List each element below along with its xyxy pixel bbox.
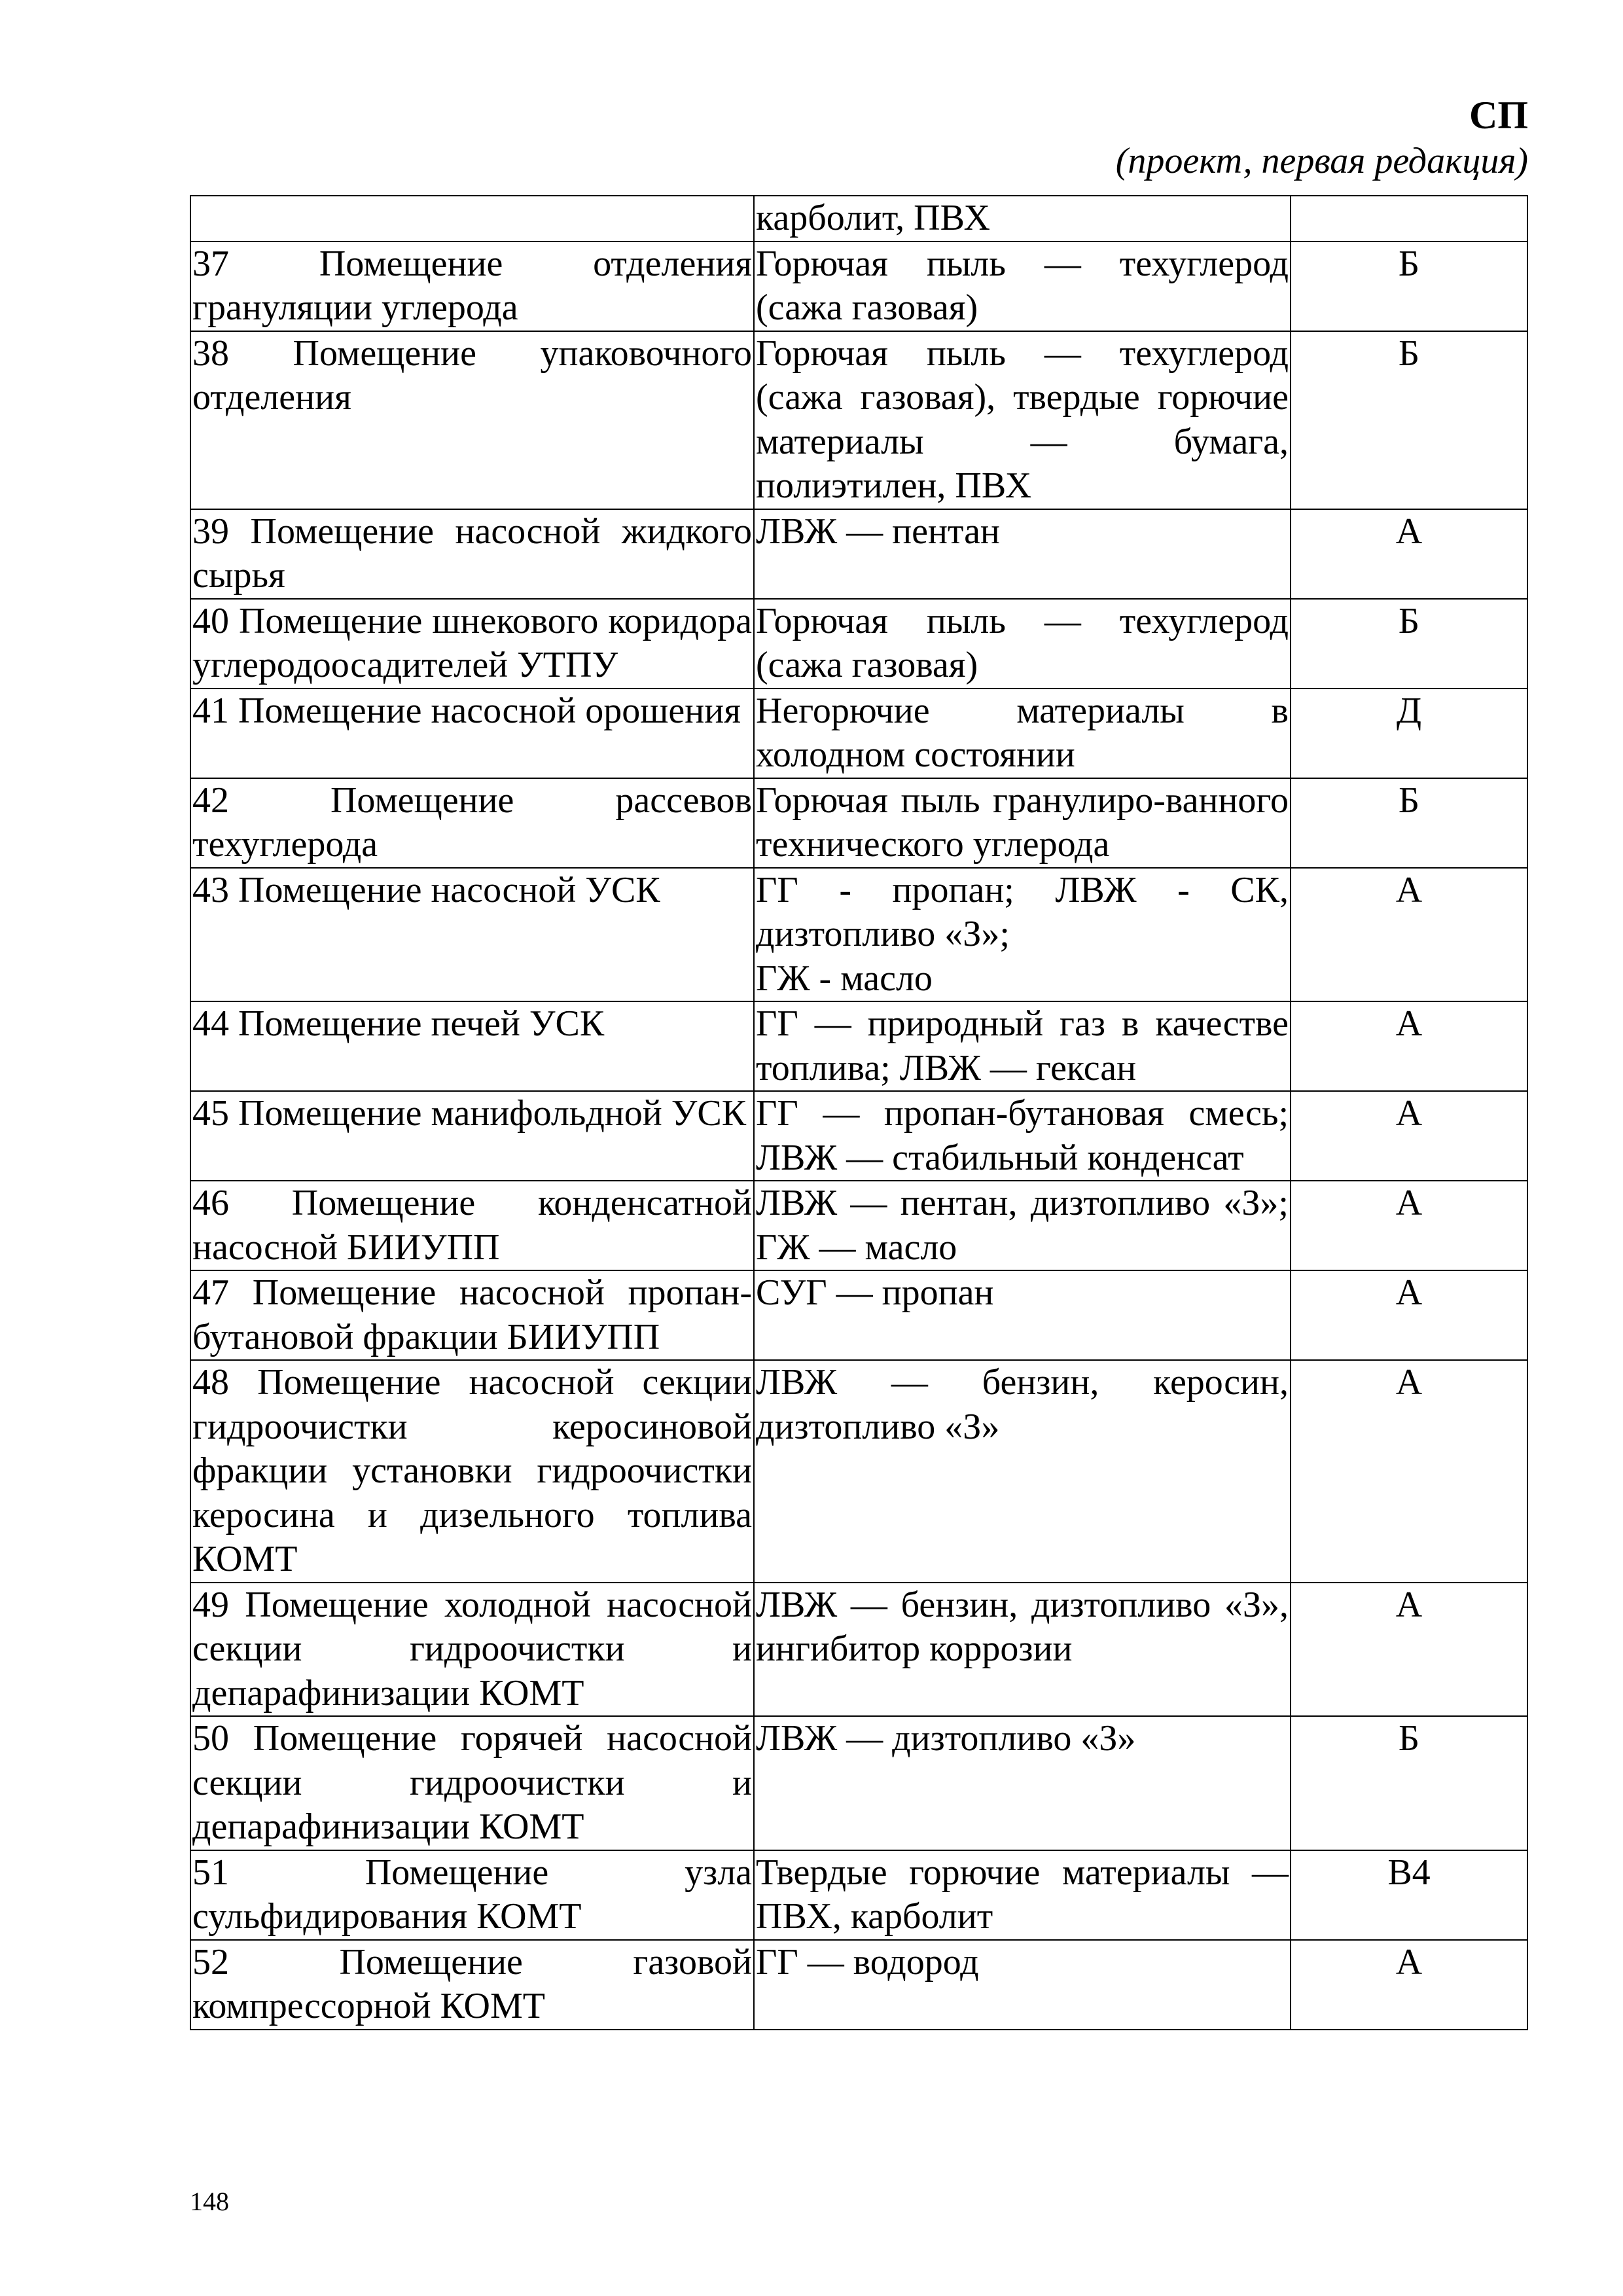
table-body [190,196,1527,2030]
materials-line: ГГ — пропан-бутановая смесь; ЛВЖ — стабильный конденсат [756,1093,1289,1178]
materials-line: Негорючие материалы в холодном состоянии [756,690,1289,775]
materials-cell [754,242,1291,331]
room-cell: 37 Помещение отделения грануляции углерода [190,242,754,331]
category-cell: А [1291,1360,1527,1583]
category-cell: А [1291,1583,1527,1717]
table-row [190,1583,1527,1717]
table-row [190,1360,1527,1583]
materials-line: ЛВЖ — пентан [756,511,1000,552]
table-row [190,1181,1527,1270]
materials-cell [754,689,1291,778]
category-cell: А [1291,1270,1527,1360]
materials-line: ЛВЖ — дизтопливо «З» [756,1718,1136,1759]
table-row [190,1270,1527,1360]
materials-line: ГГ — водород [756,1941,979,1982]
room-cell [190,196,754,242]
room-cell: 45 Помещение манифольдной УСК [190,1091,754,1181]
materials-cell [754,1716,1291,1850]
category-cell: А [1291,1001,1527,1091]
room-cell: 48 Помещение насосной секции гидроочистки керосиновой фракции установки гидроочистки керосина и дизельного топлива КОМТ [190,1360,754,1583]
materials-cell [754,868,1291,1002]
room-cell: 49 Помещение холодной насосной секции гидроочистки и депарафинизации КОМТ [190,1583,754,1717]
category-cell: А [1291,868,1527,1002]
category-cell: Д [1291,689,1527,778]
materials-cell [754,509,1291,599]
document-code: СП [1469,94,1528,137]
room-cell: 42 Помещение рассевов техуглерода [190,778,754,868]
materials-cell [754,1001,1291,1091]
document-edition-note: (проект, первая редакция) [1115,141,1528,181]
category-cell: А [1291,1181,1527,1270]
table-row [190,331,1527,509]
room-cell: 51 Помещение узла сульфидирования КОМТ [190,1850,754,1940]
table-row [190,242,1527,331]
materials-line: ЛВЖ — бензин, керосин, дизтопливо «З» [756,1362,1289,1447]
table-row [190,196,1527,242]
room-cell: 39 Помещение насосной жидкого сырья [190,509,754,599]
materials-line: ЛВЖ — бензин, дизтопливо «З», ингибитор коррозии [756,1584,1289,1669]
materials-cell [754,1360,1291,1583]
category-cell: В4 [1291,1850,1527,1940]
materials-cell [754,599,1291,689]
table-row [190,1940,1527,2030]
materials-line: ЛВЖ — пентан, дизтопливо «З»; ГЖ — масло [756,1183,1289,1268]
table-row [190,868,1527,1002]
materials-line: ГЖ - масло [756,958,933,999]
table-row [190,599,1527,689]
materials-line: ГГ - пропан; ЛВЖ - СК, дизтопливо «З»; [756,869,1289,954]
materials-cell [754,1583,1291,1717]
category-cell: Б [1291,599,1527,689]
materials-line: карболит, ПВХ [756,198,990,238]
page-number: 148 [190,2187,229,2216]
materials-cell [754,331,1291,509]
category-cell: А [1291,1940,1527,2030]
category-cell: А [1291,509,1527,599]
materials-line: ГГ — природный газ в качестве топлива; ЛВЖ — гексан [756,1003,1289,1088]
category-cell [1291,196,1527,242]
materials-cell [754,1850,1291,1940]
room-cell: 47 Помещение насосной пропан-бутановой фракции БИИУПП [190,1270,754,1360]
table-row [190,1001,1527,1091]
category-cell: Б [1291,331,1527,509]
room-cell: 50 Помещение горячей насосной секции гидроочистки и депарафинизации КОМТ [190,1716,754,1850]
materials-line: Твердые горючие материалы — ПВХ, карболит [756,1852,1289,1937]
room-cell: 38 Помещение упаковочного отделения [190,331,754,509]
materials-cell [754,778,1291,868]
room-cell: 41 Помещение насосной орошения [190,689,754,778]
materials-line: Горючая пыль — техуглерод (сажа газовая) [756,600,1289,685]
room-cell: 40 Помещение шнекового коридора углеродоосадителей УТПУ [190,599,754,689]
materials-cell [754,1181,1291,1270]
materials-cell [754,196,1291,242]
materials-cell [754,1091,1291,1181]
materials-cell [754,1270,1291,1360]
category-cell: Б [1291,778,1527,868]
materials-cell [754,1940,1291,2030]
table-row [190,689,1527,778]
materials-line: Горючая пыль гранулиро-ванного технического углерода [756,780,1289,865]
category-cell: Б [1291,242,1527,331]
room-category-table [190,195,1528,2030]
table-row [190,1850,1527,1940]
room-cell: 43 Помещение насосной УСК [190,868,754,1002]
room-cell: 46 Помещение конденсатной насосной БИИУПП [190,1181,754,1270]
table-row [190,1716,1527,1850]
table-row [190,778,1527,868]
materials-line: СУГ — пропан [756,1272,994,1313]
category-cell: Б [1291,1716,1527,1850]
room-cell: 44 Помещение печей УСК [190,1001,754,1091]
room-cell: 52 Помещение газовой компрессорной КОМТ [190,1940,754,2030]
materials-line: Горючая пыль — техуглерод (сажа газовая), твердые горючие материалы — бумага, полиэтилен, ПВХ [756,332,1289,506]
table-row [190,1091,1527,1181]
table-row [190,509,1527,599]
materials-line: Горючая пыль — техуглерод (сажа газовая) [756,243,1289,328]
category-cell: А [1291,1091,1527,1181]
